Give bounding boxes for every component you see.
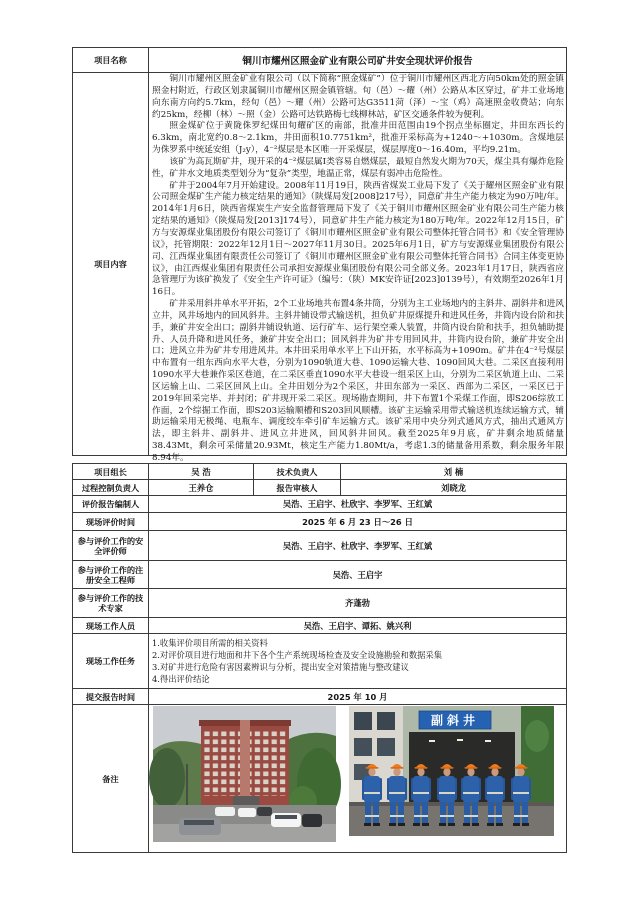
experts-value: 齐蓬勃 bbox=[149, 589, 567, 618]
project-content bbox=[149, 73, 567, 463]
process-lead-value: 王养仓 bbox=[149, 480, 254, 496]
engineers-label: 参与评价工作的注册安全工程师 bbox=[73, 561, 149, 589]
shaft-sign-text: 副斜井 bbox=[430, 713, 480, 728]
leader-label: 项目组长 bbox=[73, 464, 149, 480]
tree-left bbox=[149, 748, 185, 808]
assessors-label: 参与评价工作的安全评价师 bbox=[73, 531, 149, 561]
remarks-photos bbox=[149, 705, 567, 853]
reviewer-label: 报告审核人 bbox=[254, 480, 341, 496]
tasks-label: 现场工作任务 bbox=[73, 634, 149, 689]
reviewer-value: 刘晓龙 bbox=[341, 480, 567, 496]
authors-label: 评价报告编制人 bbox=[73, 496, 149, 513]
tech-lead-value: 刘 楠 bbox=[341, 464, 567, 480]
content-paragraph-geology: 照金煤矿位于黄陇侏罗纪煤田旬耀矿区的南部，批准井田范围由19个拐点坐标圈定，井田东西长约6.3km，南北宽约0.8～2.1km，井田面积10.7751km²，批准开采标高为+1240～+1030m。含煤地层为侏罗系中统延安组（J₂y），4⁻²煤层是本区唯一开采煤层，煤层厚度0～16.40m，平均9.21m。 bbox=[152, 121, 564, 156]
submit-value: 2025 年 10 月 bbox=[149, 689, 567, 705]
content-paragraph-location: 铜川市耀州区照金矿业有限公司（以下简称“照金煤矿”）位于铜川市耀州区西北方向50km处的照金镇照金村附近，行政区划隶属铜川市耀州区照金镇管辖。旬（邑）～耀（州）公路从本区穿过，矿井工业场地向东南方向约5.7km，经旬（邑）～耀（州）公路可达G3511菏（泽）～宝（鸡）高速照金收费站；向东约25km，经柳（林）～照（金）公路可达铁路梅七线柳林站，矿区交通条件较为便利。 bbox=[152, 74, 564, 120]
project-name: 铜川市耀州区照金矿业有限公司矿井安全现状评价报告 bbox=[149, 48, 567, 73]
project-name-label: 项目名称 bbox=[73, 48, 149, 73]
tree-highlight bbox=[525, 720, 549, 752]
onsite-time-value: 2025 年 6 月 23 日～26 日 bbox=[149, 513, 567, 531]
remarks-label: 备注 bbox=[73, 705, 149, 853]
process-lead-label: 过程控制负责人 bbox=[73, 480, 149, 496]
tech-lead-label: 技术负责人 bbox=[254, 464, 341, 480]
project-content-label: 项目内容 bbox=[73, 73, 149, 456]
task-item: 3.对矿井进行危险有害因素辨识与分析，提出安全对策措施与整改建议 bbox=[152, 662, 409, 672]
tasks-list bbox=[149, 634, 567, 689]
staff-value: 吴浩、王启宇、谭拓、姚兴利 bbox=[149, 618, 567, 634]
onsite-time-label: 现场评价时间 bbox=[73, 513, 149, 531]
task-item: 4.得出评价结论 bbox=[152, 674, 210, 684]
task-item: 2.对评价项目进行地面和井下各个生产系统现场检查及安全设施勘验和数据采集 bbox=[152, 650, 443, 660]
personnel-table bbox=[72, 463, 567, 853]
brick-building bbox=[199, 720, 291, 806]
mine-portal-photo bbox=[349, 706, 554, 836]
task-item: 1.收集评价项目所需的相关资料 bbox=[152, 638, 268, 648]
assessors-value: 吴浩、王启宇、杜欣宇、李罗军、王红斌 bbox=[149, 531, 567, 561]
content-paragraph-history: 矿井于2004年7月开始建设。2008年11月19日，陕西省煤炭工业局下发了《关于耀州区照金矿业有限公司照金煤矿生产能力核定结果的通知》（陕煤局发[2008]217号），同意矿井生产能力核定为90万吨/年。2014年1月6日，陕西省煤炭生产安全监督管理局下发了《关于铜川市耀州区照金矿业有限公司生产能力核定结果的通知》（陕煤局发[2013]174号），同意矿井生产能力核定为180万吨/年。2022年12月15日，矿方与安源煤业集团股份有限公司签订了《铜川市耀州区照金矿业有限公司整体托管合同书》和《安全管理协议》，托管期限：2022年12月1日～2027年11月30日。2025年6月1日，矿方与安源煤业集团股份有限公司、江西煤业集团有限责任公司签订了《铜川市耀州区照金矿业有限公司整体托管合同书》合同主体变更协议》，由江西煤业集团有限责任公司承担安源煤业集团股份有限公司全部义务。2023年1月17日，陕西省应急管理厅为该矿换发了《安全生产许可证》（编号：（陕）MK安许证[2023]0139号），有效期至2026年1月16日。 bbox=[152, 180, 564, 298]
authors-value: 吴浩、王启宇、杜欣宇、李罗军、王红斌 bbox=[149, 496, 567, 513]
engineers-value: 吴浩、王启宇 bbox=[149, 561, 567, 589]
experts-label: 参与评价工作的技术专家 bbox=[73, 589, 149, 618]
content-paragraph-development: 矿井采用斜井单水平开拓，2个工业场地共布置4条井筒，分别为主工业场地内的主斜井、副斜井和进风立井，风井场地内的回风斜井。主斜井铺设带式输送机，担负矿井原煤提升和进风任务，井筒内设台阶和扶手，兼矿井安全出口；副斜井铺设轨道、运行矿车、运行架空乘人装置，井筒内设台阶和扶手，担负辅助提升、人员升降和进风任务，兼矿井安全出口；回风斜井为矿井专用回风井，井筒内设台阶，兼矿井安全出口；进风立井为矿井专用进风井。本井田采用单水平上下山开拓，水平标高为+1090m。矿井在4⁻²号煤层中布置有一组东西向水平大巷，分别为1090轨道大巷、1090运输大巷、1090回风大巷。二采区直接利用1090水平大巷兼作采区巷道，在二采区垂直1090水平大巷设一组采区上山，分别为二采区轨道上山、二采区运输上山、二采区回风上山。全井田划分为2个采区，井田东部为一采区、西部为二采区，一采区已于2019年回采完毕、并封闭；矿井现开采二采区。现场勘查期间，井下布置1个采煤工作面，即S206综放工作面，2个综掘工作面，即S203运输顺槽和S203回风顺槽。该矿主运输采用带式输送机连续运输方式，辅助运输采用无极绳、电瓶车、调度绞车牵引矿车运输方式。该矿采用中央分列式通风方式，抽出式通风方法，即主斜井、副斜井、进风立井进风，回风斜井回风。截至2025年9月底，矿井剩余地质储量38.43Mt，剩余可采储量20.93Mt，核定生产能力1.80Mt/a，考虑1.3的储量备用系数，剩余服务年限8.94年。 bbox=[152, 299, 564, 463]
office-building-photo bbox=[153, 706, 336, 842]
shaft-sign bbox=[419, 711, 491, 729]
submit-label: 提交报告时间 bbox=[73, 689, 149, 705]
content-paragraph-hazards: 该矿为高瓦斯矿井，现开采的4⁻²煤层属Ⅰ类容易自燃煤层，最短自然发火期为70天，煤尘具有爆炸危险性，矿井水文地质类型划分为“复杂”类型，地温正常，煤层有弱冲击危险性。 bbox=[152, 156, 564, 179]
staff-label: 现场工作人员 bbox=[73, 618, 149, 634]
leader-value: 吴 浩 bbox=[149, 464, 254, 480]
project-table bbox=[72, 47, 567, 463]
